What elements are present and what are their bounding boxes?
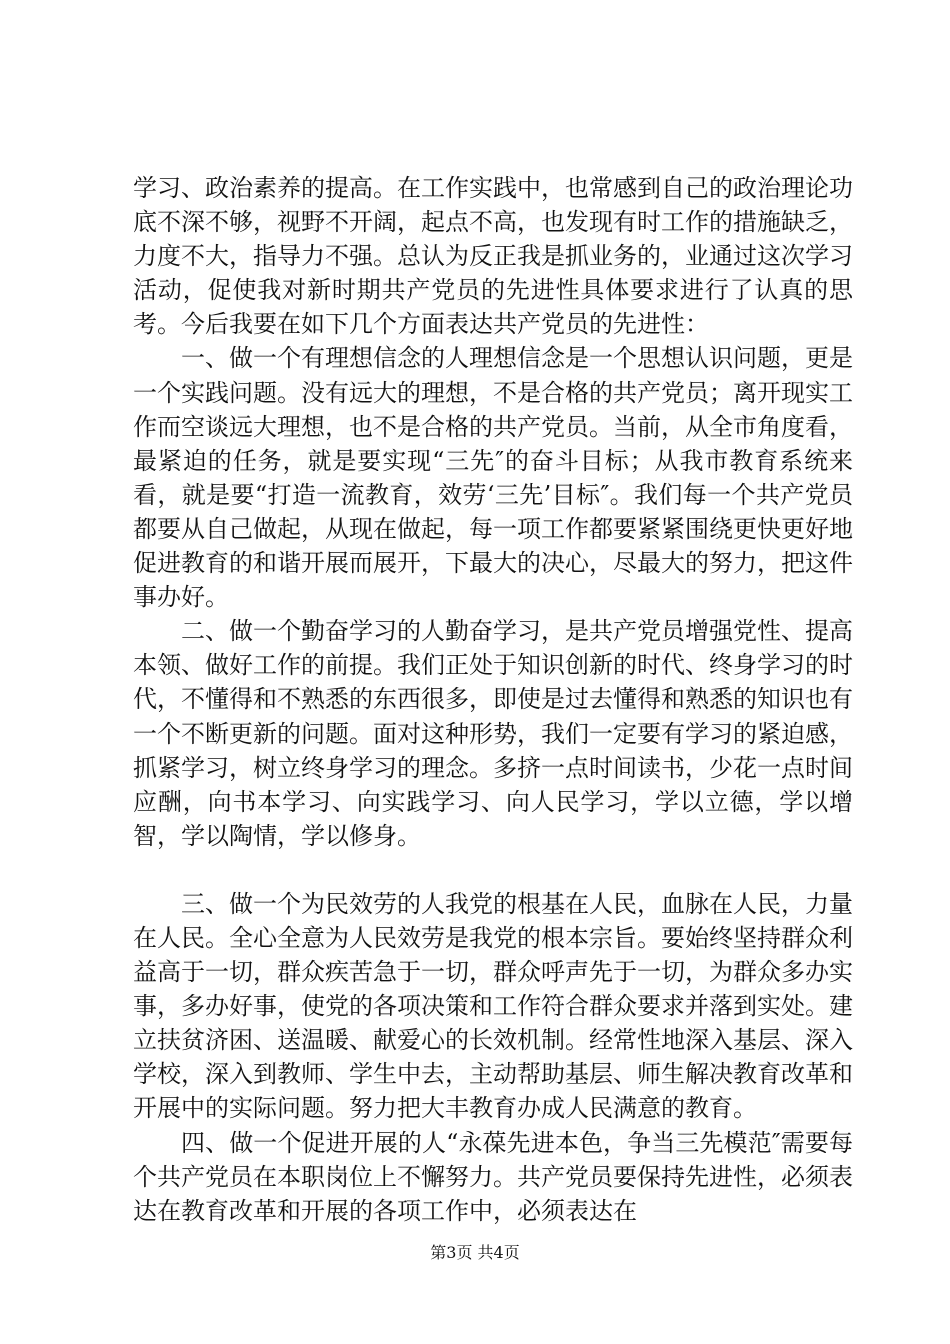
page-footer: 第3页 共4页 [430,1243,520,1262]
paragraph-point-four: 四、做一个促进开展的人“永葆先进本色，争当三先模范″需要每个共产党员在本职岗位上不懈努力。共产党员要保持先进性，必须表达在教育改革和开展的各项工作中，必须表达在 [133,1128,853,1225]
paragraph-intro: 学习、政治素养的提高。在工作实践中，也常感到自己的政治理论功底不深不够，视野不开阔，起点不高，也发现有时工作的措施缺乏，力度不大，指导力不强。总认为反正我是抓业务的，业通过这次学习活动，促使我对新时期共产党员的先进性具体要求进行了认真的思考。今后我要在如下几个方面表达共产党员的先进性： [133,174,853,339]
paragraph-point-one: 一、做一个有理想信念的人理想信念是一个思想认识问题，更是一个实践问题。没有远大的理想，不是合格的共产党员；离开现实工作而空谈远大理想，也不是合格的共产党员。当前，从全市角度看，最紧迫的任务，就是要实现“三先″的奋斗目标；从我市教育系统来看，就是要“打造一流教育，效劳‘三先’目标″。我们每一个共产党员都要从自己做起，从现在做起，每一项工作都要紧紧围绕更快更好地促进教育的和谐开展而展开，下最大的决心，尽最大的努力，把这件事办好。 [133,344,853,612]
paragraph-point-three: 三、做一个为民效劳的人我党的根基在人民，血脉在人民，力量在人民。全心全意为人民效劳是我党的根本宗旨。要始终坚持群众利益高于一切，群众疾苦急于一切，群众呼声先于一切，为群众多办实事，多办好事，使党的各项决策和工作符合群众要求并落到实处。建立扶贫济困、送温暖、献爱心的长效机制。经常性地深入基层、深入学校，深入到教师、学生中去，主动帮助基层、师生解决教育改革和开展中的实际问题。努力把大丰教育办成人民满意的教育。 [133,889,853,1123]
document-body [133,171,853,1228]
paragraph-point-two: 二、做一个勤奋学习的人勤奋学习，是共产党员增强党性、提高本领、做好工作的前提。我们正处于知识创新的时代、终身学习的时代，不懂得和不熟悉的东西很多，即使是过去懂得和熟悉的知识也有一个不断更新的问题。面对这种形势，我们一定要有学习的紧迫感，抓紧学习，树立终身学习的理念。多挤一点时间读书，少花一点时间应酬，向书本学习、向实践学习、向人民学习，学以立德，学以增智，学以陶情，学以修身。 [133,617,853,850]
